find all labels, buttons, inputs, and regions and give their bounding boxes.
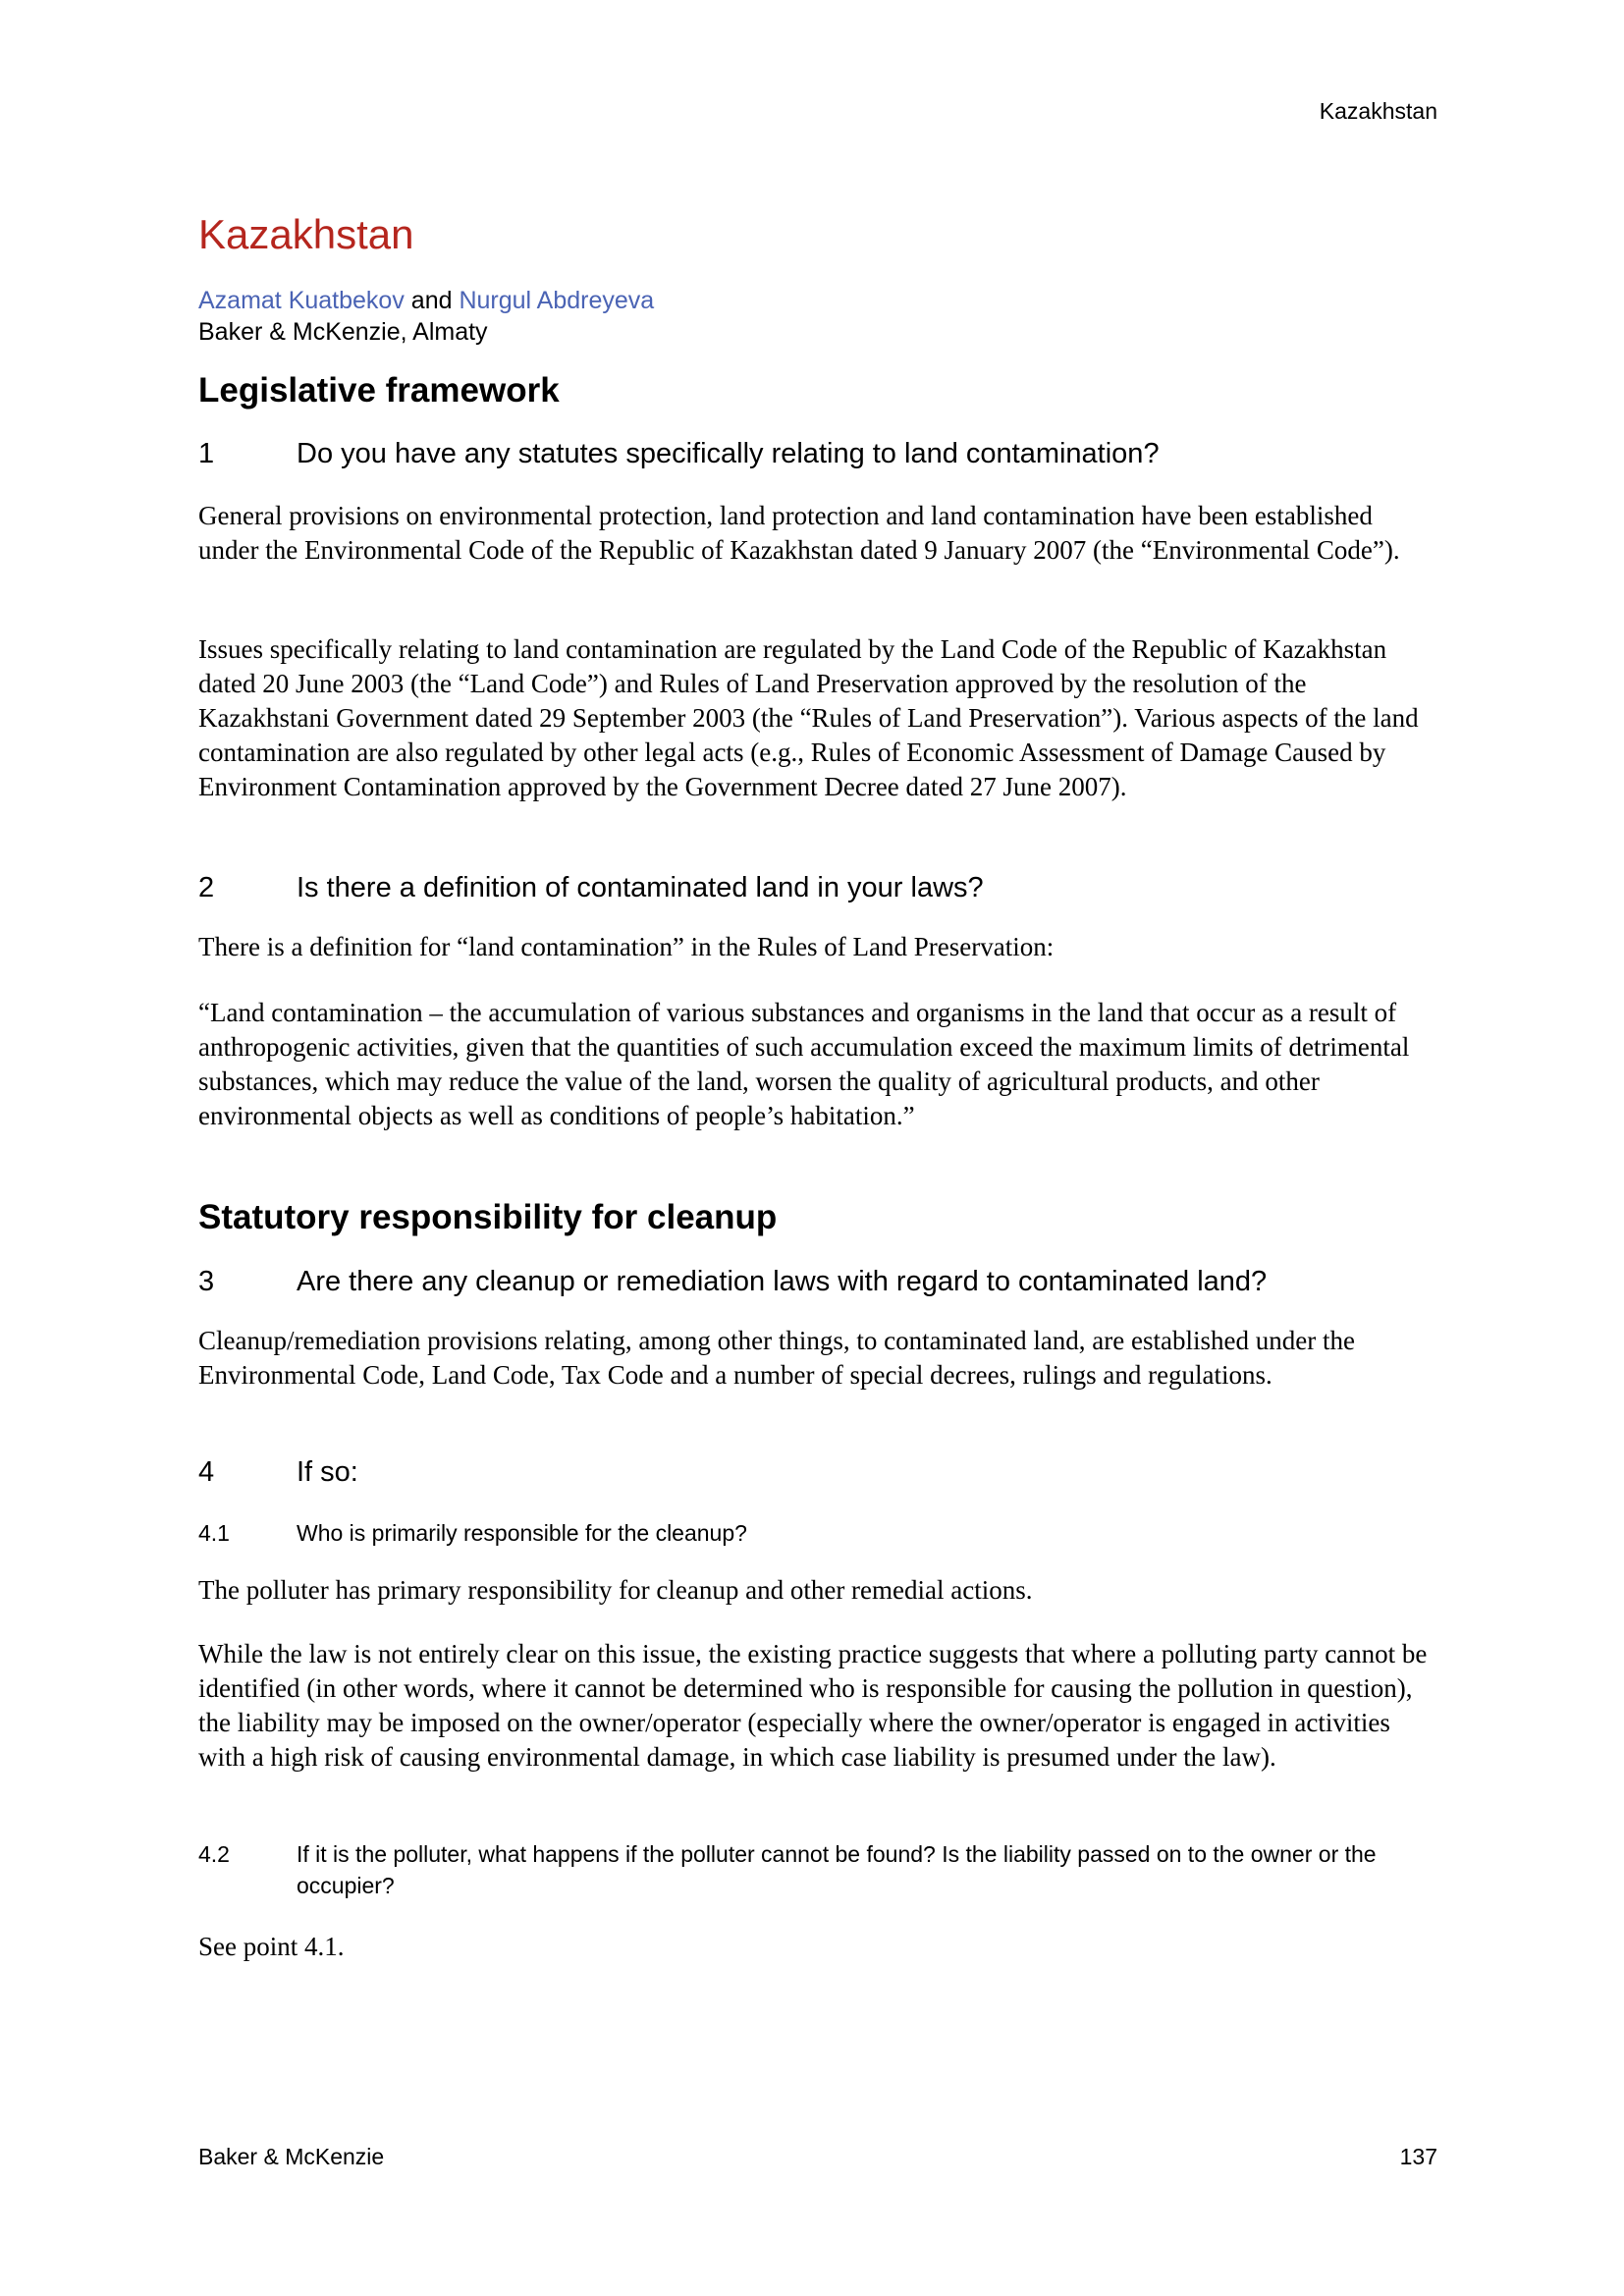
section-heading-legislative: Legislative framework	[198, 371, 560, 410]
question-3	[198, 1266, 1267, 1298]
footer-publisher: Baker & McKenzie	[198, 2144, 385, 2169]
question-text: Is there a definition of contaminated land in your laws?	[297, 872, 984, 903]
section-heading-cleanup: Statutory responsibility for cleanup	[198, 1198, 778, 1236]
question-number: 3	[198, 1266, 215, 1297]
question-4-1	[198, 1517, 1437, 1549]
question-text: Do you have any statutes specifically relating to land contamination?	[297, 438, 1160, 469]
question-text: If it is the polluter, what happens if the polluter cannot be found? Is the liability passed on to the owner or the occupier?	[297, 1841, 1377, 1898]
question-number: 4.2	[198, 1841, 230, 1867]
question-1	[198, 438, 1160, 470]
paragraph: Issues specifically relating to land contamination are regulated by the Land Code of the Republic of Kazakhstan dated 20 June 2003 (the “Land Code”) and Rules of Land Preservation approved by the resolution of the Kazakhstani Government dated 29 September 2003 (the “Rules of Land Preservation”). Various aspects of the land contamination are also regulated by other legal acts (e.g., Rules of Economic Assessment of Damage Caused by Environment Contamination approved by the Government Decree dated 27 June 2007).	[198, 634, 1419, 801]
question-number: 4.1	[198, 1520, 230, 1546]
paragraph: Cleanup/remediation provisions relating, among other things, to contaminated land, are established under the Environmental Code, Land Code, Tax Code and a number of special decrees, rulings and regulations.	[198, 1326, 1355, 1390]
paragraph: The polluter has primary responsibility for cleanup and other remedial actions.	[198, 1575, 1033, 1605]
running-header: Kazakhstan	[1319, 98, 1437, 124]
author-line	[198, 285, 654, 316]
question-text: Are there any cleanup or remediation laws with regard to contaminated land?	[297, 1266, 1268, 1297]
author-link-abdreyeva[interactable]: Nurgul Abdreyeva	[459, 287, 655, 314]
author-link-kuatbekov[interactable]: Azamat Kuatbekov	[198, 287, 405, 314]
question-2	[198, 872, 984, 904]
affiliation: Baker & McKenzie, Almaty	[198, 318, 488, 346]
question-4-2	[198, 1838, 1437, 1901]
author-block	[198, 285, 654, 348]
question-4	[198, 1456, 358, 1489]
page-number: 137	[1399, 2144, 1437, 2169]
paragraph: There is a definition for “land contamination” in the Rules of Land Preservation:	[198, 932, 1055, 961]
page-title: Kazakhstan	[198, 211, 414, 257]
question-number: 1	[198, 438, 215, 469]
paragraph: While the law is not entirely clear on this issue, the existing practice suggests that where a polluting party cannot be identified (in other words, where it cannot be determined who is responsible for causing the pollution in question), the liability may be imposed on the owner/operator (especially where the owner/operator is engaged in activities with a high risk of causing environmental damage, in which case liability is presumed under the law).	[198, 1639, 1428, 1772]
question-number: 2	[198, 872, 215, 903]
question-number: 4	[198, 1456, 215, 1488]
question-text: Who is primarily responsible for the cleanup?	[297, 1520, 747, 1546]
definition-quote: “Land contamination – the accumulation of various substances and organisms in the land that occur as a result of anthropogenic activities, given that the quantities of such accumulation exceed the maximum limits of detrimental substances, which may reduce the value of the land, worsen the quality of agricultural products, and other environmental objects as well as conditions of people’s habitation.”	[198, 998, 1410, 1130]
paragraph: See point 4.1.	[198, 1932, 345, 1961]
question-text: If so:	[297, 1456, 358, 1488]
author-conjunction: and	[404, 287, 460, 314]
paragraph: General provisions on environmental protection, land protection and land contamination have been established under the Environmental Code of the Republic of Kazakhstan dated 9 January 2007 (the “Environmental Code”).	[198, 501, 1400, 565]
